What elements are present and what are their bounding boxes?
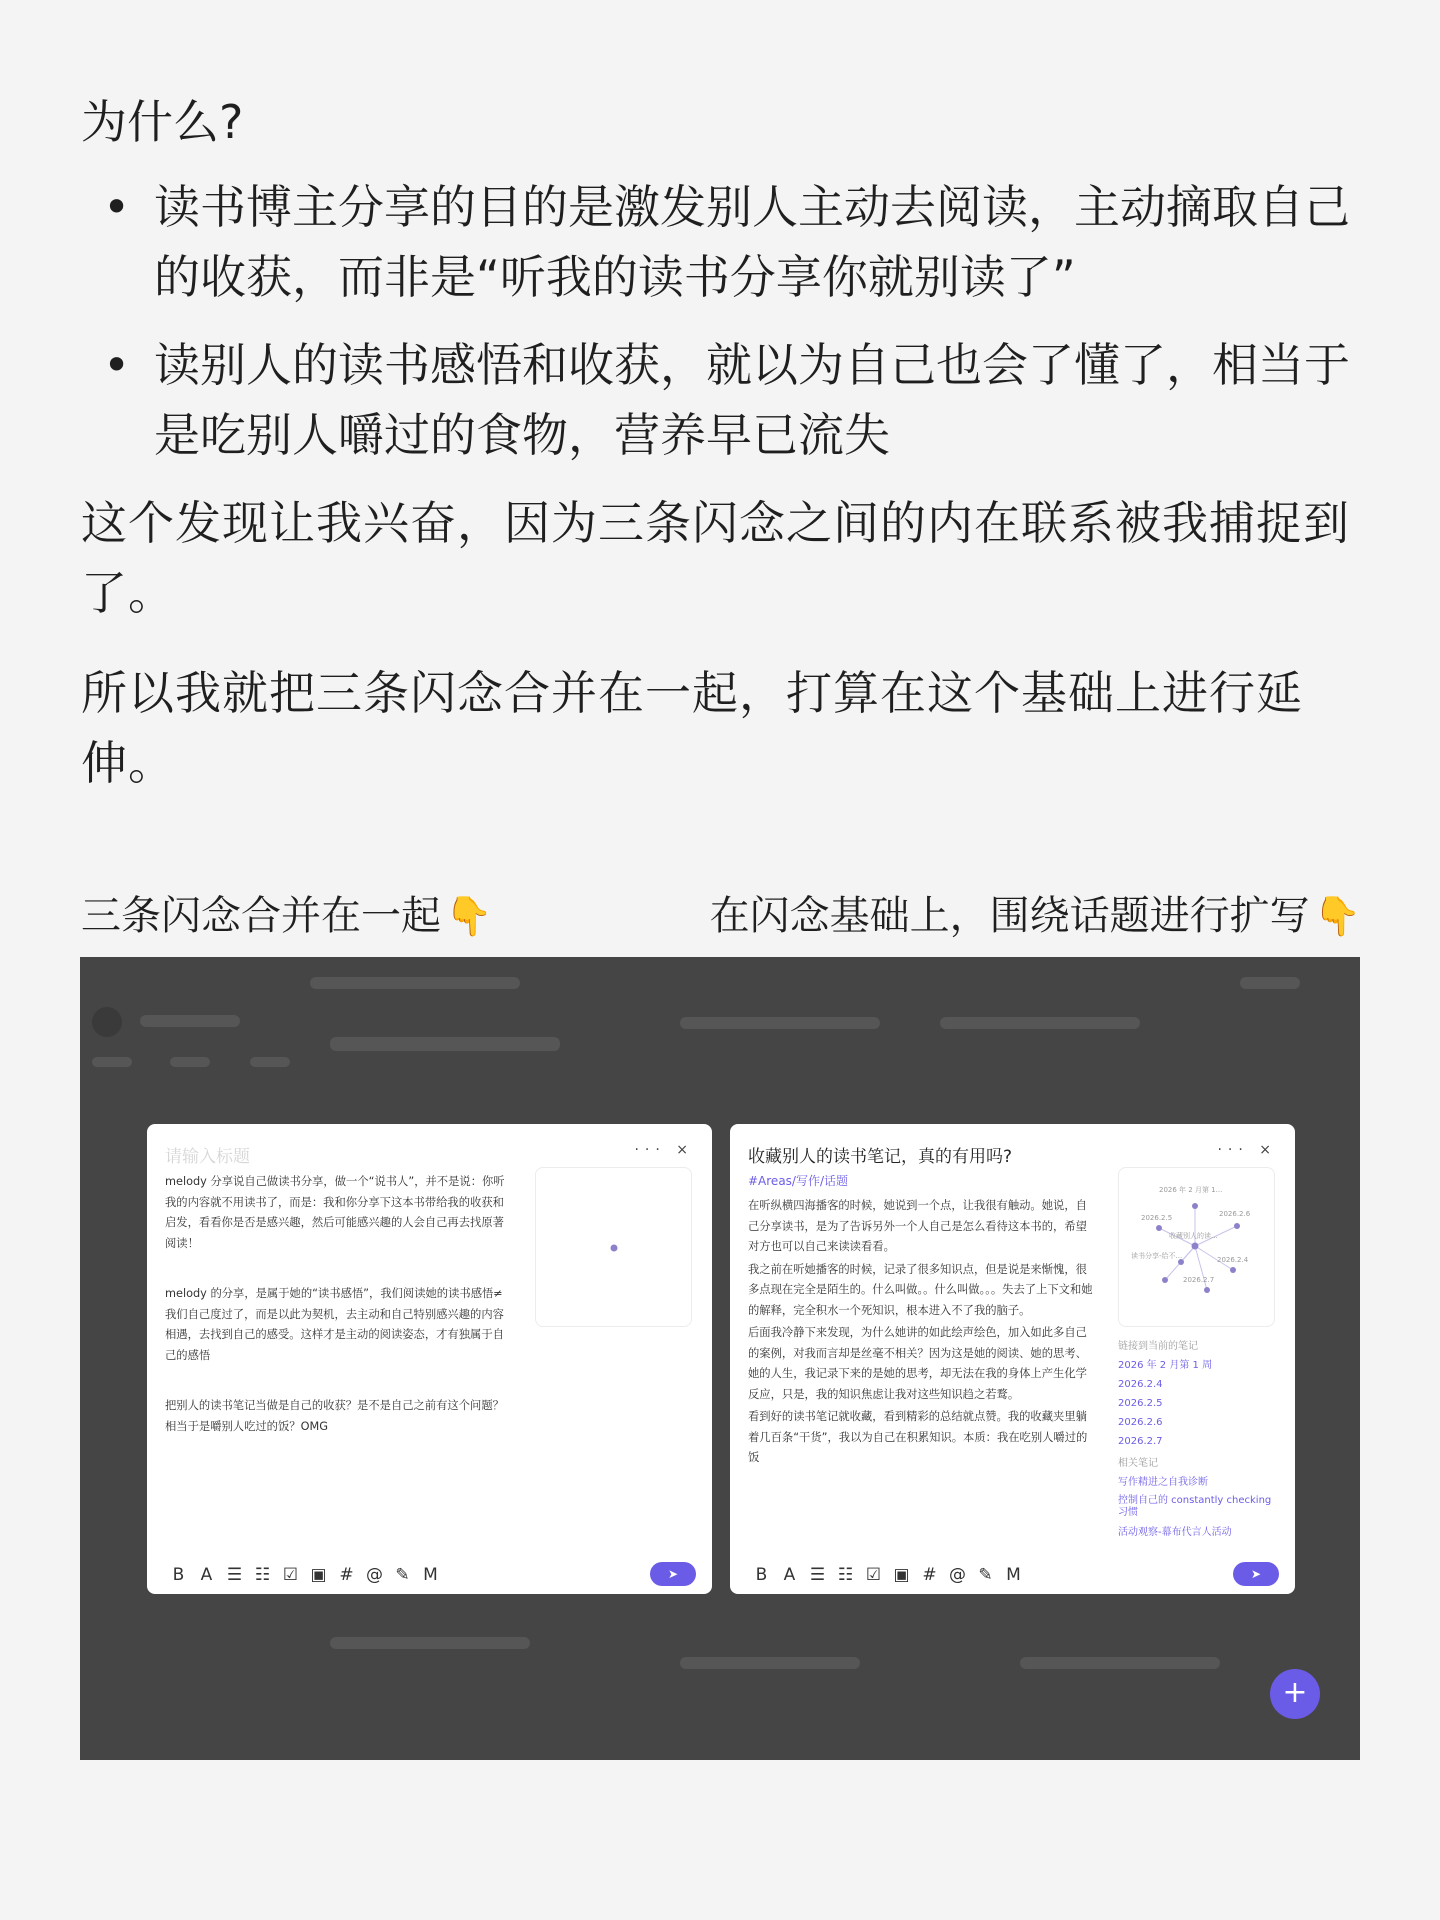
caption-right (710, 888, 1361, 944)
note-paragraph: 在听纵横四海播客的时候，她说到一个点，让我很有触动。她说，自己分享读书，是为了告诉另外一个人自己是怎么看待这本书的，希望对方也可以自己来读读看看。 (748, 1199, 1087, 1253)
linked-note-link[interactable]: 2026.2.4 (1118, 1379, 1163, 1390)
linked-note-link[interactable]: 2026 年 2 月第 1 周 (1118, 1360, 1213, 1371)
markdown-icon[interactable]: M (423, 1565, 438, 1585)
pointing-down-emoji-icon: 👇 (1313, 894, 1361, 938)
bullet-text: 读书博主分享的目的是激发别人主动去阅读，主动摘取自己的收获，而非是“听我的读书分享你就别读了” (154, 180, 1350, 304)
checkbox-icon[interactable]: ☑ (282, 1565, 299, 1585)
screenshot-captions (81, 888, 1361, 948)
paragraph-merge: 所以我就把三条闪念合并在一起，打算在这个基础上进行延伸。 (81, 666, 1303, 790)
ghost-text (940, 1017, 1140, 1029)
ghost-text (330, 1637, 530, 1649)
title-input[interactable]: 请输入标题 (165, 1147, 250, 1167)
question-line: 为什么? (81, 95, 244, 149)
ai-wand-icon[interactable]: ✎ (978, 1565, 993, 1585)
note-editor-right (730, 1124, 1295, 1594)
mention-icon[interactable]: @ (949, 1565, 966, 1585)
linked-notes-heading: 链接到当前的笔记 (1118, 1341, 1198, 1352)
checkbox-icon[interactable]: ☑ (865, 1565, 882, 1585)
send-button[interactable]: ➤ (1233, 1562, 1279, 1586)
bullet-list-icon[interactable]: ☰ (809, 1565, 826, 1585)
ghost-text (680, 1657, 860, 1669)
note-title[interactable]: 收藏别人的读书笔记，真的有用吗? (748, 1147, 1013, 1167)
related-notes-heading: 相关笔记 (1118, 1458, 1158, 1469)
bullet-list (81, 172, 1361, 470)
ghost-text (330, 1037, 560, 1051)
graph-node[interactable] (1230, 1267, 1236, 1273)
related-notes (1118, 1454, 1283, 1542)
mention-icon[interactable]: @ (366, 1565, 383, 1585)
article (81, 92, 1361, 798)
ghost-text (170, 1057, 210, 1067)
topic-tag[interactable]: #Areas/写作/话题 (748, 1174, 849, 1188)
tag-icon[interactable]: # (922, 1565, 937, 1585)
highlight-icon[interactable]: A (200, 1565, 213, 1585)
more-close-icon[interactable]: ··· × (634, 1142, 694, 1158)
markdown-icon[interactable]: M (1006, 1565, 1021, 1585)
bullet-item (81, 172, 1361, 312)
highlight-icon[interactable]: A (783, 1565, 796, 1585)
graph-node[interactable] (1192, 1203, 1198, 1209)
linked-note-link[interactable]: 2026.2.5 (1118, 1398, 1163, 1409)
ghost-text (92, 1057, 132, 1067)
note-editor-left (147, 1124, 712, 1594)
graph-label: 2026.2.5 (1141, 1214, 1173, 1222)
graph-node[interactable] (1192, 1243, 1199, 1250)
image-icon[interactable]: ▣ (893, 1565, 910, 1585)
note-paragraph: melody 的分享，是属于她的“读书感悟”，我们阅读她的读书感悟≠我们自己度过了，而是以此为契机，去主动和自己特别感兴趣的内容相遇，去找到自己的感受。这样才是主动的阅读姿态，才有独属于自己的感悟 (165, 1287, 504, 1362)
ai-wand-icon[interactable]: ✎ (395, 1565, 410, 1585)
note-paragraph: 看到好的读书笔记就收藏，看到精彩的总结就点赞。我的收藏夹里躺着几百条“干货”，我以为自己在积累知识。本质：我在吃别人嚼过的饭 (748, 1410, 1088, 1464)
graph-label: 2026.2.4 (1217, 1256, 1249, 1264)
editor-header (165, 1142, 694, 1170)
graph-node[interactable] (1162, 1277, 1168, 1283)
note-paragraph: 后面我冷静下来发现，为什么她讲的如此绘声绘色，加入如此多自己的案例，对我而言却是丝毫不相关？因为这是她的阅读、她的思考、她的人生，我记录下来的是她的思考，却无法在我的身体上产生化学反应，只是，我的知识焦虑让我对这些知识趋之若鹜。 (748, 1326, 1087, 1401)
caption-right-text: 在闪念基础上，围绕话题进行扩写 (709, 893, 1310, 939)
note-paragraph: 我之前在听她播客的时候，记录了很多知识点，但是说是来惭愧，很多点现在完全是陌生的。什么叫做。。什么叫做。。。失去了上下文和她的解释，完全积水一个死知识，根本进入不了我的脑子。 (748, 1262, 1093, 1317)
note-paragraph: melody 分享说自己做读书分享，做一个“说书人”，并不是说：你听我的内容就不用读书了，而是：我和你分享下这本书带给我的收获和启发，看看你是否是感兴趣，然后可能感兴趣的人会自己再去找原著阅读！ (165, 1175, 505, 1250)
editor-body[interactable] (165, 1172, 510, 1467)
ghost-text (680, 1017, 880, 1029)
bullet-list-icon[interactable]: ☰ (226, 1565, 243, 1585)
format-toolbar (752, 1562, 1023, 1588)
caption-left (81, 888, 492, 944)
tag-icon[interactable]: # (339, 1565, 354, 1585)
graph-canvas (1119, 1168, 1276, 1328)
linked-note-link[interactable]: 2026.2.7 (1118, 1436, 1163, 1447)
ghost-text (250, 1057, 290, 1067)
send-button[interactable]: ➤ (650, 1562, 696, 1586)
graph-node[interactable] (1234, 1223, 1240, 1229)
bold-icon[interactable]: B (755, 1565, 768, 1585)
graph-label: 2026.2.7 (1183, 1276, 1215, 1284)
related-note-link[interactable]: 控制自己的 constantly checking 习惯 (1118, 1495, 1272, 1518)
more-close-icon[interactable]: ··· × (1217, 1142, 1277, 1158)
format-toolbar (169, 1562, 440, 1588)
related-note-link[interactable]: 活动观察-幕布代言人活动 (1118, 1527, 1232, 1538)
editor-body[interactable] (748, 1196, 1093, 1471)
add-note-button[interactable]: + (1270, 1669, 1320, 1719)
ghost-text (140, 1015, 240, 1027)
graph-label: 收藏别人的读... (1169, 1232, 1218, 1240)
ghost-text (310, 977, 520, 989)
app-screenshot (80, 957, 1360, 1760)
ghost-text (1240, 977, 1300, 989)
image-icon[interactable]: ▣ (310, 1565, 327, 1585)
bullet-item (81, 330, 1361, 470)
pointing-down-emoji-icon: 👇 (445, 894, 493, 938)
graph-node[interactable] (1204, 1287, 1210, 1293)
bullet-dot: • (103, 180, 131, 234)
ordered-list-icon[interactable]: ☷ (254, 1565, 271, 1585)
ghost-avatar (92, 1007, 122, 1037)
bullet-text: 读别人的读书感悟和收获，就以为自己也会了懂了，相当于是吃别人嚼过的食物，营养早已流失 (154, 338, 1350, 462)
bold-icon[interactable]: B (172, 1565, 185, 1585)
ghost-text (1020, 1657, 1220, 1669)
paragraph-discovery: 这个发现让我兴奋，因为三条闪念之间的内在联系被我捕捉到了。 (81, 496, 1350, 620)
graph-node-icon (536, 1168, 693, 1328)
bullet-dot: • (103, 338, 131, 392)
editor-header (748, 1142, 1277, 1170)
linked-note-link[interactable]: 2026.2.6 (1118, 1417, 1163, 1428)
graph-label: 2026.2.6 (1219, 1210, 1251, 1218)
note-paragraph: 把别人的读书笔记当做是自己的收获？是不是自己之前有这个问题？相当于是嚼别人吃过的饭？OMG (165, 1399, 504, 1433)
graph-card (535, 1167, 692, 1327)
linked-notes (1118, 1337, 1283, 1451)
caption-left-text: 三条闪念合并在一起 (81, 893, 441, 939)
related-note-link[interactable]: 写作精进之自我诊断 (1118, 1477, 1208, 1488)
graph-node[interactable] (1156, 1225, 1162, 1231)
ordered-list-icon[interactable]: ☷ (837, 1565, 854, 1585)
knowledge-graph[interactable] (1118, 1167, 1275, 1327)
graph-label: 2026 年 2 月第 1... (1159, 1186, 1223, 1194)
graph-label: 读书分享-给不... (1131, 1252, 1183, 1260)
